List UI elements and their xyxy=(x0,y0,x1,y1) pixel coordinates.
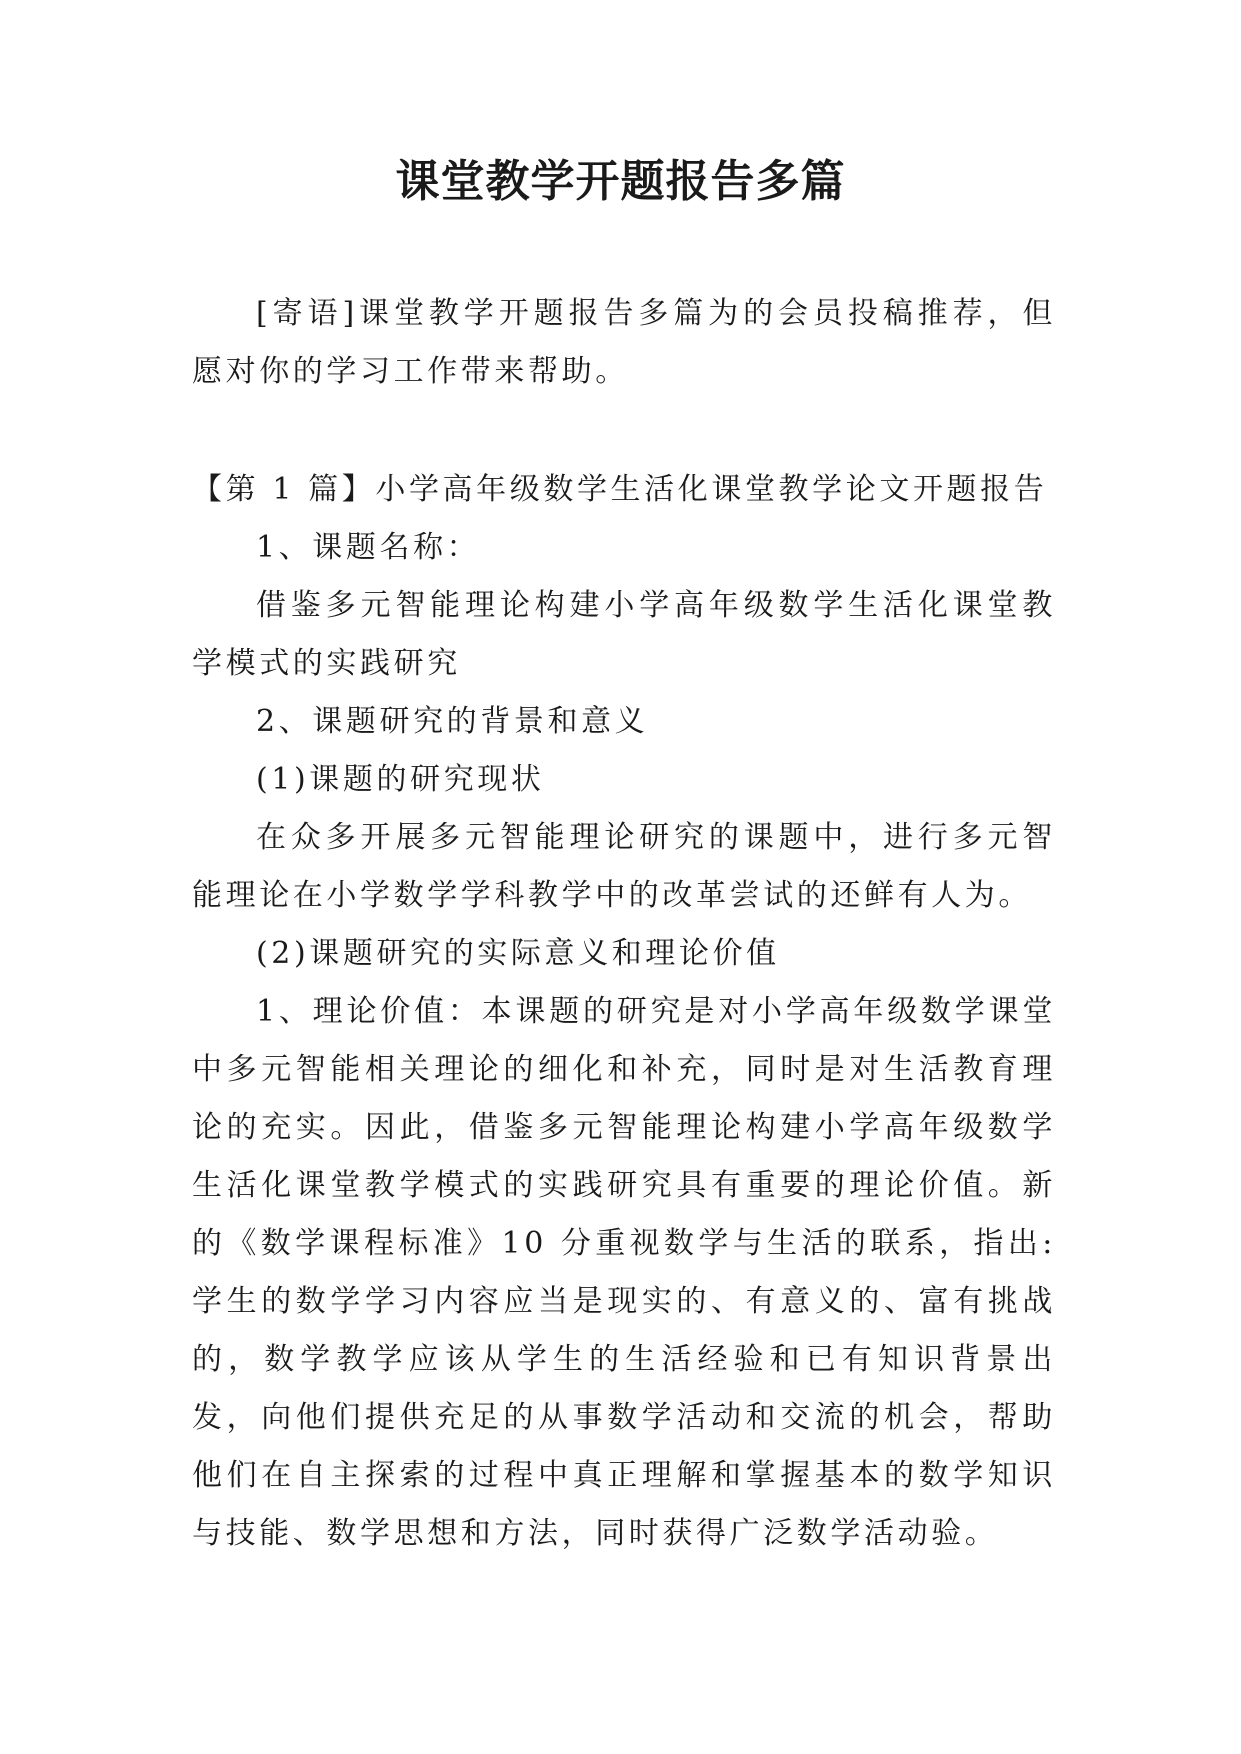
research-status-text: 在众多开展多元智能理论研究的课题中，进行多元智能理论在小学数学学科教学中的改革尝试的还鲜有人为。 xyxy=(192,820,1056,913)
theoretical-value-text: 1、理论价值：本课题的研究是对小学高年级数学课堂中多元智能相关理论的细化和补充，同时是对生活教育理论的充实。因此，借鉴多元智能理论构建小学高年级数学生活化课堂教学模式的实践研究具有重要的理论价值。新的《数学课程标准》10 分重视数学与生活的联系，指出: 学生的数学学习内容应当是现实的、有意义的、富有挑战的，数学教学应该从学生的生活经验和已有知识背景出发，向他们提供充足的从事数学活动和交流的机会，帮助他们在自主探索的过程中真正理解和掌握基本的数学知识与技能、数学思想和方法，同时获得广泛数学活动验。 xyxy=(192,994,1056,1551)
document-body xyxy=(192,285,1056,1563)
paragraph-spacer xyxy=(192,401,1056,461)
topic-name-heading: 1、课题名称： xyxy=(256,530,481,565)
background-heading: 2、课题研究的背景和意义 xyxy=(256,704,649,739)
topic-name-text: 借鉴多元智能理论构建小学高年级数学生活化课堂教学模式的实践研究 xyxy=(192,588,1056,681)
intro-paragraph: [寄语]课堂教学开题报告多篇为的会员投稿推荐，但愿对你的学习工作带来帮助。 xyxy=(192,296,1056,389)
significance-heading: (2)课题研究的实际意义和理论价值 xyxy=(256,936,780,971)
section-heading: 【第 1 篇】小学高年级数学生活化课堂教学论文开题报告 xyxy=(192,472,1048,507)
research-status-heading: (1)课题的研究现状 xyxy=(256,762,545,797)
document-title: 课堂教学开题报告多篇 xyxy=(395,156,846,207)
